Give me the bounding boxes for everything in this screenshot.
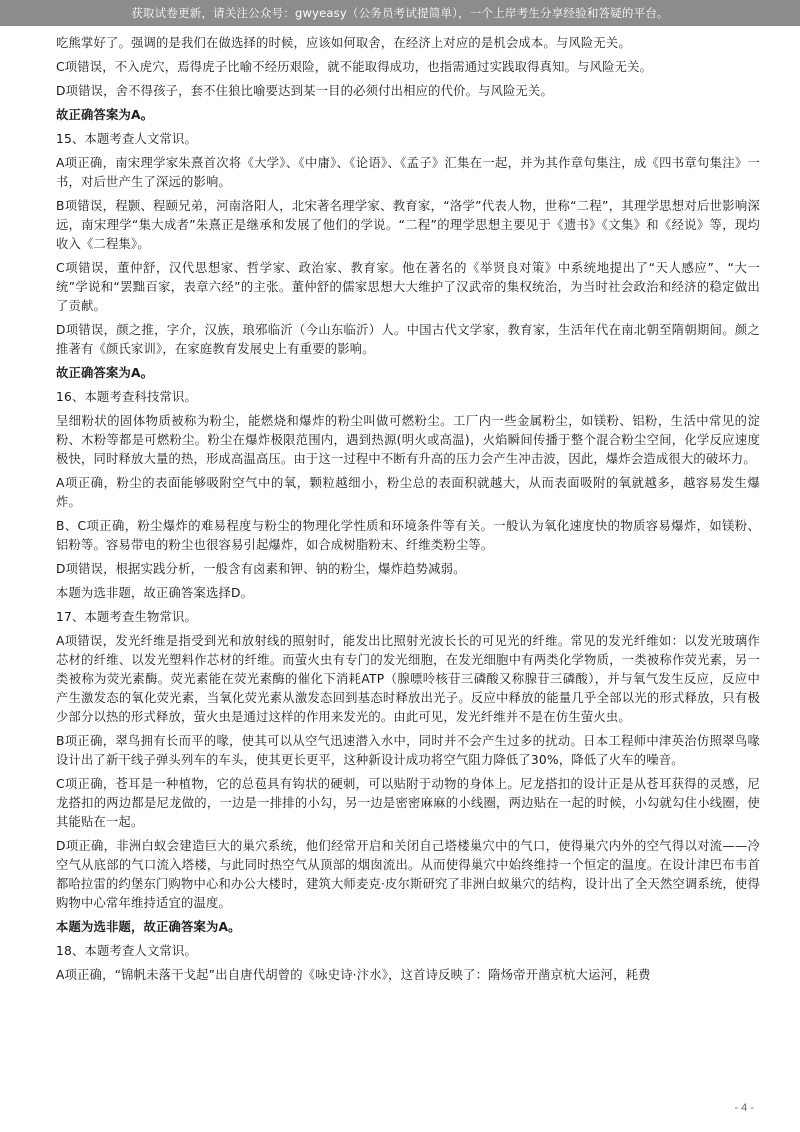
paragraph: 呈细粉状的固体物质被称为粉尘，能燃烧和爆炸的粉尘叫做可燃粉尘。工厂内一些金属粉尘，如镁粉、铝粉，生活中常见的淀粉、木粉等都是可燃粉尘。粉尘在爆炸极限范围内，遇到热源(明火或高温)，火焰瞬间传播于整个混合粉尘空间，化学反应速度极快，同时释放大量的热，形成高温高压。由于这一过程中不断有升高的压力会产生冲击波，因此，爆炸会造成很大的破坏力。 <box>56 414 760 466</box>
paragraph: 本题为选非题，故正确答案选择D。 <box>56 586 254 600</box>
answer-line: 本题为选非题，故正确答案为A。 <box>56 920 241 934</box>
paragraph: 吃熊掌好了。强调的是我们在做选择的时候，应该如何取舍，在经济上对应的是机会成本。与风险无关。 <box>56 36 631 50</box>
paragraph: A项正确，粉尘的表面能够吸附空气中的氧，颗粒越细小，粉尘总的表面积就越大，从而表面吸附的氧就越多，越容易发生爆炸。 <box>56 476 760 509</box>
document-body <box>56 34 760 1096</box>
paragraph: B项错误，程颢、程颐兄弟，河南洛阳人，北宋著名理学家、教育家，“洛学”代表人物，世称“二程”，其理学思想对后世影响深远，南宋理学“集大成者”朱熹正是继承和发展了他们的学说。“二程”的理学思想主要见于《遗书》《文集》和《经说》等，现均收入《二程集》。 <box>56 199 760 251</box>
answer-line: 故正确答案为A。 <box>56 366 154 380</box>
paragraph: A项正确，“锦帆未落干戈起”出自唐代胡曾的《咏史诗·汴水》，这首诗反映了：隋炀帝开凿京杭大运河，耗费 <box>56 968 651 982</box>
page-number: - 4 - <box>734 1102 754 1114</box>
paragraph: D项错误，根据实践分析，一般含有卤素和钾、钠的粉尘，爆炸趋势减弱。 <box>56 562 466 576</box>
paragraph: C项正确，苍耳是一种植物，它的总苞具有钩状的硬刺，可以贴附于动物的身体上。尼龙搭扣的设计正是从苍耳获得的灵感，尼龙搭扣的两边都是尼龙做的，一边是一排排的小勾，另一边是密密麻麻的小线圈，两边贴在一起的时候，小勾就勾住小线圈，使其能贴在一起。 <box>56 777 760 829</box>
paragraph: D项错误，舍不得孩子，套不住狼比喻要达到某一目的必须付出相应的代价。与风险无关。 <box>56 84 554 98</box>
paragraph: A项错误，发光纤维是指受到光和放射线的照射时，能发出比照射光波长长的可见光的纤维。常见的发光纤维如：以发光玻璃作芯材的纤维、以发光塑料作芯材的纤维。而萤火虫有专门的发光细胞，在发光细胞中有两类化学物质，一类被称作荧光素，另一类被称为荧光素酶。荧光素能在荧光素酶的催化下消耗ATP（腺嘌呤核苷三磷酸又称腺苷三磷酸），并与氧气发生反应，反应中产生激发态的氧化荧光素，当氧化荧光素从激发态回到基态时释放出光子。反应中释放的能量几乎全部以光的形式释放，只有极少部分以热的形式释放，萤火虫是通过这样的作用来发光的。由此可见，发光纤维并不是在仿生萤火虫。 <box>56 634 760 724</box>
paragraph: A项正确，南宋理学家朱熹首次将《大学》、《中庸》、《论语》、《孟子》汇集在一起，并为其作章句集注，成《四书章句集注》一书，对后世产生了深远的影响。 <box>56 156 760 189</box>
paragraph: 15、本题考查人文常识。 <box>56 132 198 146</box>
paragraph: B项正确，翠鸟拥有长而平的喙，使其可以从空气迅速潜入水中，同时并不会产生过多的扰动。日本工程师中津英治仿照翠鸟喙设计出了新干线子弹头列车的车头，使其更长更平，这种新设计成功将空气阻力降低了30%，降低了火车的噪音。 <box>56 734 760 767</box>
header-banner: 获取试卷更新，请关注公众号：gwyeasy（公务员考试提简单），一个上岸考生分享经验和答疑的平台。 <box>0 0 800 26</box>
paragraph: 16、本题考查科技常识。 <box>56 390 198 404</box>
paragraph: C项错误，董仲舒，汉代思想家、哲学家、政治家、教育家。他在著名的《举贤良对策》中系统地提出了“天人感应”、“大一统”学说和“罢黜百家，表章六经”的主张。董仲舒的儒家思想大大维护了汉武帝的集权统治，为当时社会政治和经济的稳定做出了贡献。 <box>56 261 760 313</box>
paragraph: 18、本题考查人文常识。 <box>56 944 198 958</box>
paragraph: D项错误，颜之推，字介，汉族，琅邪临沂（今山东临沂）人。中国古代文学家，教育家，生活年代在南北朝至隋朝期间。颜之推著有《颜氏家训》，在家庭教育发展史上有重要的影响。 <box>56 323 760 356</box>
paragraph: 17、本题考查生物常识。 <box>56 610 198 624</box>
paragraph: C项错误，不入虎穴，焉得虎子比喻不经历艰险，就不能取得成功，也指需通过实践取得真知。与风险无关。 <box>56 60 653 74</box>
answer-line: 故正确答案为A。 <box>56 108 154 122</box>
paragraph: D项正确，非洲白蚁会建造巨大的巢穴系统，他们经常开启和关闭自己塔楼巢穴中的气口，使得巢穴内外的空气得以对流——冷空气从底部的气口流入塔楼，与此同时热空气从顶部的烟囱流出。从而使得巢穴中始终维持一个恒定的温度。在设计津巴布韦首都哈拉雷的约堡东门购物中心和办公大楼时，建筑大师麦克·皮尔斯研究了非洲白蚁巢穴的结构，设计出了全天然空调系统，使得购物中心常年维持适宜的温度。 <box>56 839 760 910</box>
paragraph: B、C项正确，粉尘爆炸的难易程度与粉尘的物理化学性质和环境条件等有关。一般认为氧化速度快的物质容易爆炸，如镁粉、铝粉等。容易带电的粉尘也很容易引起爆炸，如合成树脂粉末、纤维类粉尘等。 <box>56 519 760 552</box>
